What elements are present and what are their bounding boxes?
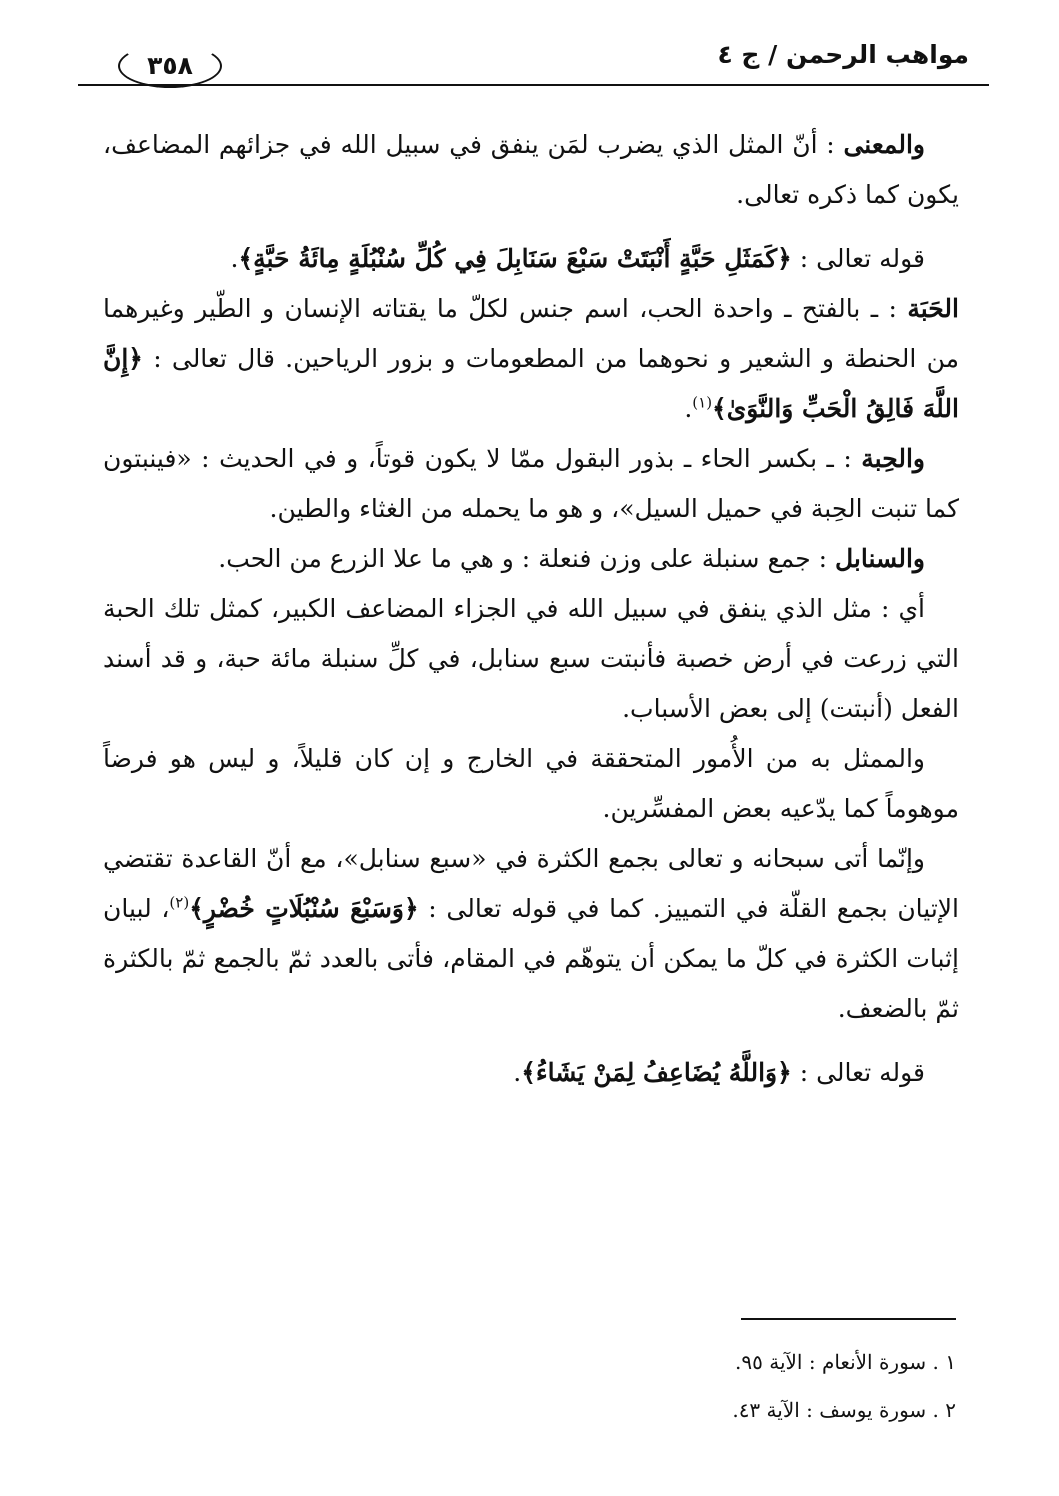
footnote-ref-1[interactable]: (١)	[692, 393, 713, 412]
paragraph-habba	[103, 284, 959, 434]
page-number-badge: ٣٥٨	[118, 44, 222, 88]
paragraph-text: وإنّما أتى سبحانه و تعالى بجمع الكثرة في «سبع سنابل»، مع أنّ القاعدة تقتضي الإتيان بجمع القلّة في التمييز. كما في قوله تعالى :	[103, 844, 959, 923]
quran-verse: ﴿كَمَثَلِ حَبَّةٍ أَنْبَتَتْ سَبْعَ سَنَابِلَ فِي كُلِّ سُنْبُلَةٍ مِائَةُ حَبَّةٍ﴾	[238, 244, 792, 273]
verse-intro: قوله تعالى :	[799, 1058, 925, 1087]
footnote-1: ١ . سورة الأنعام : الآية ٩٥.	[735, 1350, 956, 1374]
page-header	[78, 36, 989, 96]
paragraph-mumaththal	[103, 734, 959, 834]
paragraph-verse-2	[103, 1048, 959, 1098]
term-habba: الحَبَة	[907, 294, 959, 323]
paragraph-text: أي : مثل الذي ينفق في سبيل الله في الجزاء المضاعف الكبير، كمثل تلك الحبة التي زرعت في أرض خصبة فأنبتت سبع سنابل، في كلِّ سنبلة مائة حبة، و قد أسند الفعل (أنبتت) إلى بعض الأسباب.	[103, 594, 959, 723]
footnote-2: ٢ . سورة يوسف : الآية ٤٣.	[732, 1398, 956, 1422]
main-text	[103, 120, 959, 1098]
footnote-ref-2[interactable]: (٢)	[169, 893, 190, 912]
quran-verse: ﴿وَاللَّهُ يُضَاعِفُ لِمَنْ يَشَاءُ﴾	[521, 1058, 792, 1087]
quran-verse: ﴿وَسَبْعَ سُنْبُلَاتٍ خُضْرٍ﴾	[189, 894, 419, 923]
term-hibba: والحِبة	[861, 444, 926, 473]
paragraph-kathra	[103, 834, 959, 1034]
paragraph-explanation	[103, 584, 959, 734]
term-meaning: والمعنى	[843, 130, 925, 159]
paragraph-text: : ـ بكسر الحاء ـ بذور البقول ممّا لا يكون قوتاً، و في الحديث : «فينبتون كما تنبت الحِبة في حميل السيل»، و هو ما يحمله من الغثاء والطين.	[103, 444, 959, 523]
paragraph-sanabil	[103, 534, 959, 584]
paragraph-text: : جمع سنبلة على وزن فنعلة : و هي ما علا الزرع من الحب.	[218, 544, 828, 573]
footnote-divider	[741, 1318, 956, 1320]
sentence-end: .	[684, 394, 693, 423]
header-divider	[78, 84, 989, 86]
verse-end: .	[513, 1058, 522, 1087]
paragraph-hibba	[103, 434, 959, 534]
term-sanabil: والسنابل	[835, 544, 925, 573]
paragraph-meaning	[103, 120, 959, 220]
paragraph-text-rest: ، لبيان إثبات الكثرة في كلّ ما يمكن أن يتوهّم في المقام، فأتى بالعدد ثمّ بالجمع ثمّ بالكثرة ثمّ بالضعف.	[103, 894, 959, 1023]
verse-end: .	[230, 244, 239, 273]
paragraph-text: : ـ بالفتح ـ واحدة الحب، اسم جنس لكلّ ما يقتاته الإنسان و الطّير وغيرهما من الحنطة و الشعير و نحوهما من المطعومات و بزور الرياحين. قال تعالى :	[103, 294, 959, 373]
paragraph-verse-1	[103, 234, 959, 284]
quran-verse: ﴿إِنَّ اللَّهَ فَالِقُ الْحَبِّ وَالنَّوَىٰ﴾	[103, 344, 959, 423]
running-title: مواهب الرحمن / ج ٤	[717, 40, 969, 69]
paragraph-text: : أنّ المثل الذي يضرب لمَن ينفق في سبيل الله في جزائهم المضاعف، يكون كما ذكره تعالى.	[103, 130, 959, 209]
verse-intro: قوله تعالى :	[799, 244, 925, 273]
footnotes	[103, 1338, 956, 1434]
paragraph-text: والممثل به من الأُمور المتحققة في الخارج و إن كان قليلاً، و ليس هو فرضاً موهوماً كما يدّعيه بعض المفسِّرين.	[103, 744, 959, 823]
